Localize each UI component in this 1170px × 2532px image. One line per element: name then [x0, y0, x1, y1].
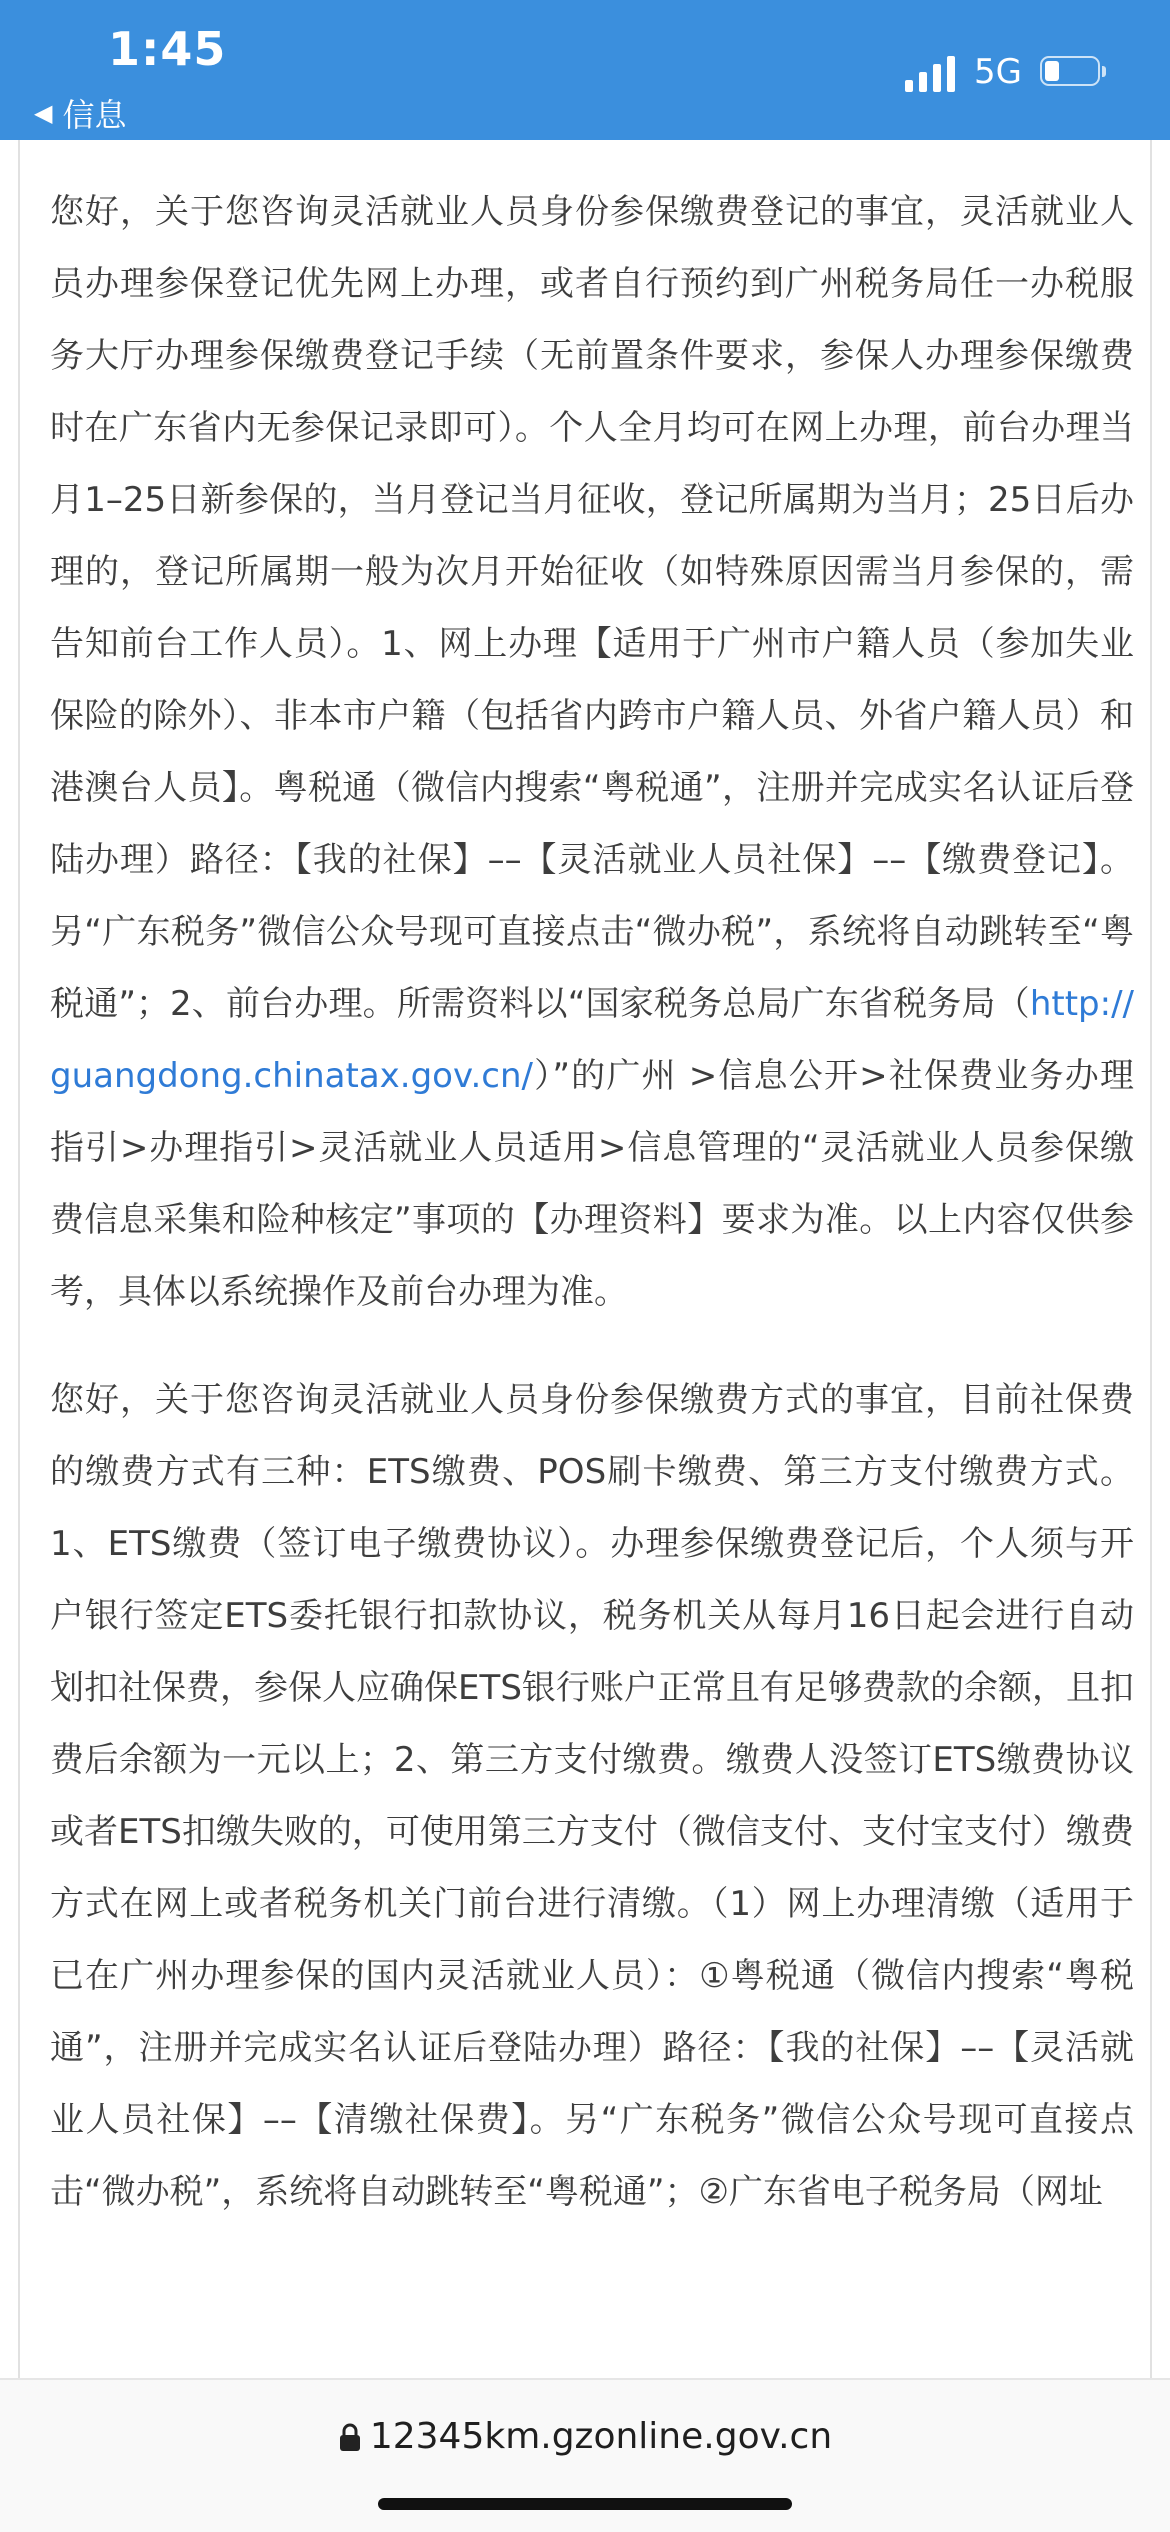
battery-low-icon — [1040, 56, 1110, 90]
url-display[interactable] — [0, 2416, 1170, 2457]
tax-bureau-link[interactable]: http://guangdong.chinatax.gov.cn/ — [50, 984, 1134, 1096]
network-type-label: 5G — [974, 52, 1022, 92]
lock-icon — [338, 2422, 362, 2452]
answer-registration-text — [20, 176, 1150, 1328]
url-text: 12345km.gzonline.gov.cn — [369, 2416, 833, 2457]
status-bar — [0, 0, 1170, 140]
home-indicator[interactable] — [378, 2498, 792, 2510]
back-app-label: 信息 — [62, 96, 127, 134]
back-triangle-icon: ◀ — [34, 99, 53, 127]
status-time: 1:45 — [108, 22, 227, 76]
browser-address-bar[interactable] — [0, 2378, 1170, 2532]
answer-payment-method-text: 您好，关于您咨询灵活就业人员身份参保缴费方式的事宜，目前社保费的缴费方式有三种：ETS缴费、POS刷卡缴费、第三方支付缴费方式。1、ETS缴费（签订电子缴费协议）。办理参保缴费登记后，个人须与开户银行签定ETS委托银行扣款协议，税务机关从每月16日起会进行自动划扣社保费，参保人应确保ETS银行账户正常且有足够费款的余额，且扣费后余额为一元以上；2、第三方支付缴费。缴费人没签订ETS缴费协议或者ETS扣缴失败的，可使用第三方支付（微信支付、支付宝支付）缴费方式在网上或者税务机关门前台进行清缴。（1）网上办理清缴（适用于已在广州办理参保的国内灵活就业人员）：①粤税通（微信内搜索“粤税通”，注册并完成实名认证后登陆办理）路径：【我的社保】––【灵活就业人员社保】––【清缴社保费】。另“广东税务”微信公众号现可直接点击“微办税”，系统将自动跳转至“粤税通”；②广东省电子税务局（网址 — [50, 1380, 1134, 2212]
answer-content[interactable] — [18, 140, 1152, 2378]
signal-bars-icon — [905, 56, 957, 92]
back-to-app-button[interactable] — [34, 90, 126, 136]
answer1-text-part2: ）”的广州 >信息公开>社保费业务办理指引>办理指引>灵活就业人员适用>信息管理的“灵活就业人员参保缴费信息采集和险种核定”事项的【办理资料】要求为准。以上内容仅供参考，具体以系统操作及前台办理为准。 — [50, 1056, 1134, 1312]
answer1-text-part1: 您好，关于您咨询灵活就业人员身份参保缴费登记的事宜，灵活就业人员办理参保登记优先网上办理，或者自行预约到广州税务局任一办税服务大厅办理参保缴费登记手续（无前置条件要求，参保人办理参保缴费时在广东省内无参保记录即可）。个人全月均可在网上办理，前台办理当月1–25日新参保的，当月登记当月征收，登记所属期为当月；25日后办理的，登记所属期一般为次月开始征收（如特殊原因需当月参保的，需告知前台工作人员）。1、网上办理【适用于广州市户籍人员（参加失业保险的除外）、非本市户籍（包括省内跨市户籍人员、外省户籍人员）和港澳台人员】。粤税通（微信内搜索“粤税通”，注册并完成实名认证后登陆办理）路径：【我的社保】––【灵活就业人员社保】––【缴费登记】。另“广东税务”微信公众号现可直接点击“微办税”，系统将自动跳转至“粤税通”；2、前台办理。所需资料以“国家税务总局广东省税务局（ — [50, 192, 1134, 1024]
